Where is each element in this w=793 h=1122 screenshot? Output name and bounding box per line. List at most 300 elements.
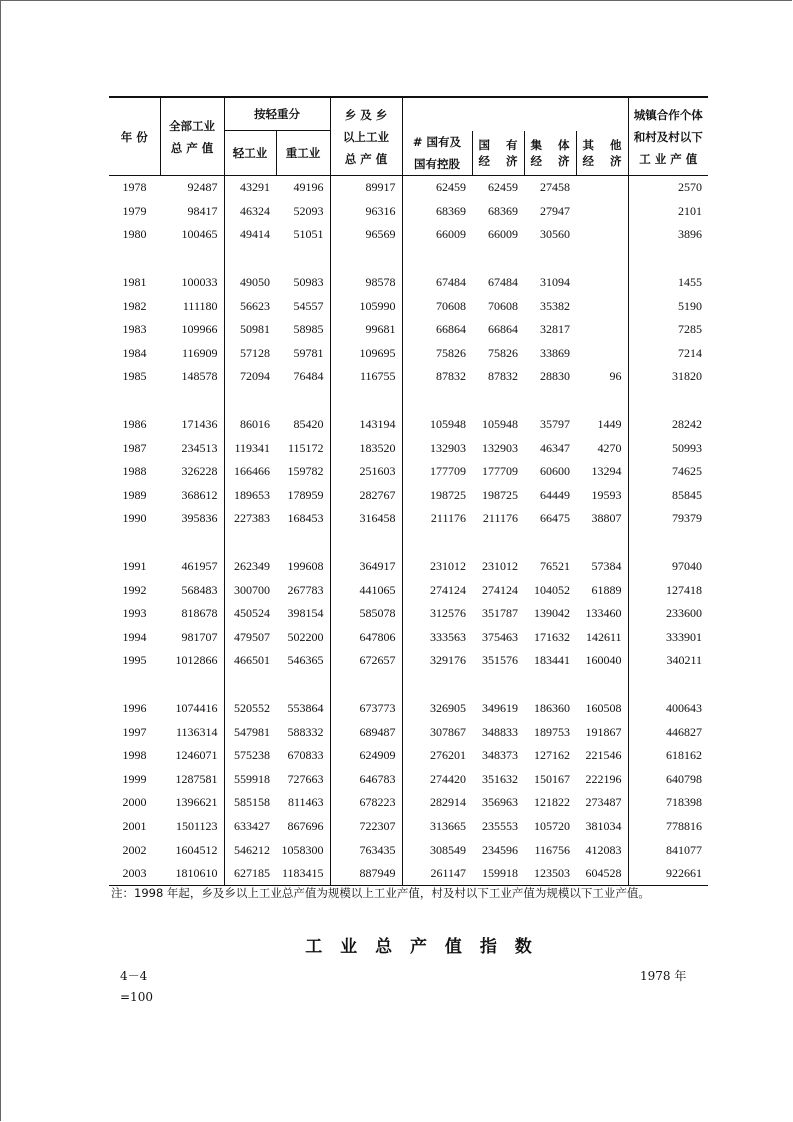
table-row bbox=[109, 555, 708, 579]
state-owned-cell: 75826 bbox=[488, 345, 518, 360]
above-cell: 96316 bbox=[330, 200, 402, 224]
other-cell: 96 bbox=[576, 365, 628, 389]
table-row bbox=[109, 318, 708, 342]
header-below-village bbox=[628, 97, 708, 176]
collective-cell: 31094 bbox=[540, 275, 570, 290]
total-cell: 109966 bbox=[160, 318, 224, 342]
light-cell: 633427 bbox=[234, 818, 270, 833]
table-row bbox=[109, 578, 708, 602]
light-cell: 43291 bbox=[240, 180, 270, 195]
other-cell: 221546 bbox=[576, 744, 628, 768]
total-cell: 1246071 bbox=[160, 744, 224, 768]
table-header bbox=[109, 97, 708, 176]
above-cell: 678223 bbox=[330, 791, 402, 815]
heavy-cell: 867696 bbox=[276, 815, 330, 839]
year-cell: 1985 bbox=[122, 369, 147, 384]
header-other-1b: 他 bbox=[610, 137, 622, 152]
table-row bbox=[109, 697, 708, 721]
state-holding-cell: 333563 bbox=[430, 629, 466, 644]
heavy-cell: 51051 bbox=[276, 223, 330, 247]
header-soe-2a: 经 bbox=[478, 153, 490, 168]
table-row bbox=[109, 815, 708, 839]
above-cell: 143194 bbox=[330, 413, 402, 437]
state-holding-cell: 68369 bbox=[436, 203, 466, 218]
year-cell: 1989 bbox=[122, 487, 147, 502]
light-cell: 49050 bbox=[240, 275, 270, 290]
below-village-cell: 28242 bbox=[672, 417, 702, 432]
spacer-cell bbox=[402, 389, 472, 413]
header-above-line2: 以上工业 bbox=[343, 129, 389, 144]
other-cell bbox=[576, 271, 628, 295]
header-below-line3: 工 业 产 值 bbox=[639, 151, 698, 166]
heavy-cell: 811463 bbox=[276, 791, 330, 815]
spacer-cell bbox=[472, 673, 524, 697]
heavy-cell: 58985 bbox=[276, 318, 330, 342]
heavy-cell: 52093 bbox=[276, 200, 330, 224]
spacer-cell bbox=[628, 389, 708, 413]
above-cell: 364917 bbox=[330, 555, 402, 579]
state-owned-cell: 235553 bbox=[482, 818, 518, 833]
collective-cell: 35797 bbox=[540, 417, 570, 432]
collective-cell: 186360 bbox=[534, 700, 570, 715]
other-cell bbox=[576, 294, 628, 318]
state-holding-cell: 326905 bbox=[430, 700, 466, 715]
spacer-cell bbox=[160, 531, 224, 555]
header-other-2b: 济 bbox=[610, 153, 622, 168]
header-sho-line2: 国有控股 bbox=[414, 156, 460, 171]
below-village-cell: 233600 bbox=[666, 606, 702, 621]
collective-cell: 76521 bbox=[540, 559, 570, 574]
light-cell: 479507 bbox=[234, 629, 270, 644]
spacer-cell bbox=[276, 389, 330, 413]
collective-cell: 35382 bbox=[540, 298, 570, 313]
above-cell: 98578 bbox=[330, 271, 402, 295]
below-village-cell: 333901 bbox=[666, 629, 702, 644]
below-village-cell: 127418 bbox=[666, 582, 702, 597]
collective-cell: 28830 bbox=[540, 369, 570, 384]
total-cell: 1136314 bbox=[160, 720, 224, 744]
heavy-cell: 588332 bbox=[276, 720, 330, 744]
above-cell: 722307 bbox=[330, 815, 402, 839]
heavy-cell: 85420 bbox=[276, 413, 330, 437]
table-row bbox=[109, 176, 708, 200]
year-cell: 1994 bbox=[122, 629, 147, 644]
year-cell: 1996 bbox=[122, 700, 147, 715]
table-number: 4－4 bbox=[120, 969, 148, 983]
below-village-cell: 31820 bbox=[672, 369, 702, 384]
below-village-cell: 778816 bbox=[666, 818, 702, 833]
table-row bbox=[109, 626, 708, 650]
header-above-line1: 乡 及 乡 bbox=[344, 107, 388, 122]
state-holding-cell: 66009 bbox=[436, 227, 466, 242]
light-cell: 627185 bbox=[224, 862, 276, 886]
above-cell: 647806 bbox=[330, 626, 402, 650]
year-cell: 1999 bbox=[122, 771, 147, 786]
header-below-line2: 和村及村以下 bbox=[633, 129, 703, 144]
state-owned-cell: 67484 bbox=[488, 275, 518, 290]
below-village-cell: 2101 bbox=[678, 203, 702, 218]
state-holding-cell: 231012 bbox=[430, 559, 466, 574]
header-coll-2a: 经 bbox=[530, 153, 542, 168]
heavy-cell: 267783 bbox=[276, 578, 330, 602]
other-cell: 57384 bbox=[576, 555, 628, 579]
table-footnote: 注：1998 年起，乡及乡以上工业总产值为规模以上工业产值，村及村以下工业产值为规模以下工业产值。 bbox=[111, 886, 650, 900]
state-owned-cell: 274124 bbox=[482, 582, 518, 597]
other-cell: 142611 bbox=[576, 626, 628, 650]
heavy-cell: 115172 bbox=[276, 436, 330, 460]
heavy-cell: 50983 bbox=[276, 271, 330, 295]
spacer-cell bbox=[524, 531, 576, 555]
state-holding-cell: 307867 bbox=[430, 724, 466, 739]
below-village-cell: 1455 bbox=[678, 275, 702, 290]
other-cell: 1449 bbox=[576, 413, 628, 437]
total-cell: 568483 bbox=[160, 578, 224, 602]
heavy-cell: 546365 bbox=[276, 649, 330, 673]
state-owned-cell: 356963 bbox=[482, 795, 518, 810]
total-cell: 234513 bbox=[160, 436, 224, 460]
state-owned-cell: 351576 bbox=[482, 653, 518, 668]
spacer-cell bbox=[109, 673, 160, 697]
total-cell: 818678 bbox=[160, 602, 224, 626]
header-coll-1b: 体 bbox=[558, 137, 570, 152]
spacer-row bbox=[109, 389, 708, 413]
heavy-cell: 159782 bbox=[276, 460, 330, 484]
above-cell: 282767 bbox=[330, 484, 402, 508]
total-cell: 100033 bbox=[160, 271, 224, 295]
table-body bbox=[109, 176, 708, 886]
table-row bbox=[109, 413, 708, 437]
above-cell: 763435 bbox=[330, 838, 402, 862]
total-cell: 461957 bbox=[160, 555, 224, 579]
total-cell: 1287581 bbox=[160, 767, 224, 791]
year-cell: 1998 bbox=[122, 748, 147, 763]
collective-cell: 121822 bbox=[534, 795, 570, 810]
header-soe-2b: 济 bbox=[506, 153, 518, 168]
other-cell bbox=[576, 200, 628, 224]
other-cell: 412083 bbox=[576, 838, 628, 862]
total-cell: 1012866 bbox=[160, 649, 224, 673]
heavy-cell: 727663 bbox=[276, 767, 330, 791]
year-cell: 1990 bbox=[122, 511, 147, 526]
total-cell: 1604512 bbox=[160, 838, 224, 862]
year-cell: 1992 bbox=[122, 582, 147, 597]
table-row bbox=[109, 791, 708, 815]
above-cell: 624909 bbox=[330, 744, 402, 768]
spacer-cell bbox=[276, 531, 330, 555]
header-soe-1a: 国 bbox=[478, 137, 490, 152]
total-cell: 98417 bbox=[160, 200, 224, 224]
year-cell: 1995 bbox=[122, 653, 147, 668]
other-cell bbox=[576, 342, 628, 366]
collective-cell: 123503 bbox=[524, 862, 576, 886]
state-owned-cell: 351632 bbox=[482, 771, 518, 786]
table-row bbox=[109, 744, 708, 768]
light-cell: 49414 bbox=[240, 227, 270, 242]
state-owned-cell: 234596 bbox=[482, 842, 518, 857]
total-cell: 395836 bbox=[160, 507, 224, 531]
total-cell: 1074416 bbox=[160, 697, 224, 721]
table-row bbox=[109, 223, 708, 247]
below-village-cell: 85845 bbox=[672, 487, 702, 502]
above-cell: 99681 bbox=[330, 318, 402, 342]
spacer-row bbox=[109, 531, 708, 555]
collective-cell: 32817 bbox=[540, 322, 570, 337]
heavy-cell: 59781 bbox=[276, 342, 330, 366]
year-cell: 2000 bbox=[122, 795, 147, 810]
spacer-cell bbox=[330, 673, 402, 697]
collective-cell: 64449 bbox=[540, 487, 570, 502]
light-cell: 227383 bbox=[234, 511, 270, 526]
spacer-cell bbox=[472, 531, 524, 555]
state-owned-cell: 349619 bbox=[482, 700, 518, 715]
other-cell: 4270 bbox=[576, 436, 628, 460]
total-cell: 326228 bbox=[160, 460, 224, 484]
table-row bbox=[109, 200, 708, 224]
below-village-cell: 446827 bbox=[666, 724, 702, 739]
next-table-title: 工 业 总 产 值 指 数 bbox=[305, 937, 538, 957]
state-owned-cell: 68369 bbox=[488, 203, 518, 218]
below-village-cell: 7214 bbox=[678, 345, 702, 360]
above-cell: 646783 bbox=[330, 767, 402, 791]
base-value: =100 bbox=[120, 990, 153, 1004]
total-cell: 148578 bbox=[160, 365, 224, 389]
header-coll-1a: 集 bbox=[530, 137, 542, 152]
below-village-cell: 3896 bbox=[678, 227, 702, 242]
state-owned-cell: 62459 bbox=[488, 180, 518, 195]
header-above-township bbox=[330, 97, 402, 176]
collective-cell: 66475 bbox=[540, 511, 570, 526]
year-cell: 2001 bbox=[122, 818, 147, 833]
year-cell: 1987 bbox=[122, 440, 147, 455]
above-cell: 316458 bbox=[330, 507, 402, 531]
state-owned-cell: 132903 bbox=[482, 440, 518, 455]
total-cell: 116909 bbox=[160, 342, 224, 366]
above-cell: 585078 bbox=[330, 602, 402, 626]
spacer-cell bbox=[109, 389, 160, 413]
state-holding-cell: 261147 bbox=[402, 862, 472, 886]
state-holding-cell: 177709 bbox=[430, 464, 466, 479]
above-cell: 96569 bbox=[330, 223, 402, 247]
state-holding-cell: 329176 bbox=[430, 653, 466, 668]
spacer-cell bbox=[524, 389, 576, 413]
state-owned-cell: 211176 bbox=[482, 511, 518, 526]
header-total-line1: 全部工业 bbox=[169, 118, 215, 133]
total-cell: 111180 bbox=[160, 294, 224, 318]
state-owned-cell: 198725 bbox=[482, 487, 518, 502]
year-cell: 1980 bbox=[122, 227, 147, 242]
above-cell: 89917 bbox=[330, 176, 402, 200]
heavy-cell: 1058300 bbox=[276, 838, 330, 862]
spacer-cell bbox=[576, 247, 628, 271]
year-cell: 1986 bbox=[122, 417, 147, 432]
below-village-cell: 922661 bbox=[628, 862, 708, 886]
collective-cell: 105720 bbox=[534, 818, 570, 833]
table-row bbox=[109, 720, 708, 744]
above-cell: 689487 bbox=[330, 720, 402, 744]
year-cell: 1984 bbox=[122, 345, 147, 360]
other-cell: 38807 bbox=[576, 507, 628, 531]
other-cell: 19593 bbox=[576, 484, 628, 508]
header-total-output bbox=[160, 97, 224, 176]
light-cell: 72094 bbox=[240, 369, 270, 384]
above-cell: 251603 bbox=[330, 460, 402, 484]
spacer-cell bbox=[330, 531, 402, 555]
state-holding-cell: 274124 bbox=[430, 582, 466, 597]
table-row bbox=[109, 365, 708, 389]
table-row bbox=[109, 838, 708, 862]
table-row bbox=[109, 436, 708, 460]
total-cell: 100465 bbox=[160, 223, 224, 247]
header-total-line2: 总 产 值 bbox=[170, 140, 214, 155]
header-above-line3: 总 产 值 bbox=[344, 151, 388, 166]
table-row bbox=[109, 507, 708, 531]
spacer-cell bbox=[524, 673, 576, 697]
table-row bbox=[109, 862, 708, 886]
collective-cell: 116756 bbox=[534, 842, 570, 857]
collective-cell: 104052 bbox=[534, 582, 570, 597]
header-other-2a: 经 bbox=[582, 153, 594, 168]
state-owned-cell: 348373 bbox=[482, 748, 518, 763]
other-cell: 191867 bbox=[576, 720, 628, 744]
year-cell: 1982 bbox=[122, 298, 147, 313]
other-cell: 13294 bbox=[576, 460, 628, 484]
below-village-cell: 7285 bbox=[678, 322, 702, 337]
state-owned-cell: 70608 bbox=[488, 298, 518, 313]
table-row bbox=[109, 602, 708, 626]
table-row bbox=[109, 767, 708, 791]
other-cell: 273487 bbox=[576, 791, 628, 815]
below-village-cell: 79379 bbox=[672, 511, 702, 526]
state-owned-cell: 348833 bbox=[482, 724, 518, 739]
below-village-cell: 97040 bbox=[672, 559, 702, 574]
spacer-cell bbox=[576, 389, 628, 413]
industrial-output-table bbox=[109, 96, 708, 886]
light-cell: 119341 bbox=[234, 440, 270, 455]
header-other bbox=[576, 131, 628, 176]
spacer-row bbox=[109, 247, 708, 271]
other-cell: 160508 bbox=[576, 697, 628, 721]
state-holding-cell: 132903 bbox=[430, 440, 466, 455]
below-village-cell: 841077 bbox=[666, 842, 702, 857]
header-collective bbox=[524, 131, 576, 176]
above-cell: 183520 bbox=[330, 436, 402, 460]
collective-cell: 27947 bbox=[540, 203, 570, 218]
below-village-cell: 640798 bbox=[666, 771, 702, 786]
above-cell: 673773 bbox=[330, 697, 402, 721]
above-cell: 116755 bbox=[330, 365, 402, 389]
spacer-cell bbox=[109, 531, 160, 555]
light-cell: 450524 bbox=[234, 606, 270, 621]
spacer-cell bbox=[224, 247, 276, 271]
year-cell: 1978 bbox=[122, 180, 147, 195]
heavy-cell: 502200 bbox=[276, 626, 330, 650]
other-cell bbox=[576, 223, 628, 247]
heavy-cell: 76484 bbox=[276, 365, 330, 389]
header-heavy-industry: 重工业 bbox=[276, 131, 330, 176]
state-owned-cell: 231012 bbox=[482, 559, 518, 574]
above-cell: 105990 bbox=[330, 294, 402, 318]
heavy-cell: 178959 bbox=[276, 484, 330, 508]
total-cell: 1810610 bbox=[160, 862, 224, 886]
spacer-cell bbox=[276, 673, 330, 697]
light-cell: 575238 bbox=[234, 748, 270, 763]
light-cell: 300700 bbox=[234, 582, 270, 597]
heavy-cell: 49196 bbox=[276, 176, 330, 200]
other-cell bbox=[576, 176, 628, 200]
state-holding-cell: 211176 bbox=[430, 511, 466, 526]
other-cell: 222196 bbox=[576, 767, 628, 791]
year-cell: 1981 bbox=[122, 275, 147, 290]
collective-cell: 171632 bbox=[534, 629, 570, 644]
above-cell: 109695 bbox=[330, 342, 402, 366]
total-cell: 1396621 bbox=[160, 791, 224, 815]
state-holding-cell: 308549 bbox=[430, 842, 466, 857]
light-cell: 520552 bbox=[234, 700, 270, 715]
collective-cell: 127162 bbox=[534, 748, 570, 763]
base-year: 1978 年 bbox=[640, 969, 687, 983]
table-row bbox=[109, 484, 708, 508]
header-ownership-group bbox=[402, 97, 628, 131]
state-holding-cell: 105948 bbox=[430, 417, 466, 432]
year-cell: 2003 bbox=[109, 862, 160, 886]
state-owned-cell: 105948 bbox=[482, 417, 518, 432]
heavy-cell: 199608 bbox=[276, 555, 330, 579]
collective-cell: 183441 bbox=[534, 653, 570, 668]
state-holding-cell: 66864 bbox=[436, 322, 466, 337]
header-year: 年 份 bbox=[109, 97, 160, 176]
below-village-cell: 5190 bbox=[678, 298, 702, 313]
light-cell: 585158 bbox=[234, 795, 270, 810]
header-sho-line1: # 国有及 bbox=[412, 134, 462, 149]
year-cell: 1993 bbox=[122, 606, 147, 621]
state-holding-cell: 62459 bbox=[436, 180, 466, 195]
light-cell: 56623 bbox=[240, 298, 270, 313]
state-owned-cell: 87832 bbox=[488, 369, 518, 384]
collective-cell: 139042 bbox=[534, 606, 570, 621]
header-coll-2b: 济 bbox=[558, 153, 570, 168]
spacer-cell bbox=[524, 247, 576, 271]
state-owned-cell: 159918 bbox=[472, 862, 524, 886]
heavy-cell: 670833 bbox=[276, 744, 330, 768]
state-holding-cell: 87832 bbox=[436, 369, 466, 384]
collective-cell: 27458 bbox=[540, 180, 570, 195]
light-cell: 166466 bbox=[234, 464, 270, 479]
spacer-cell bbox=[330, 247, 402, 271]
state-holding-cell: 312576 bbox=[430, 606, 466, 621]
light-cell: 57128 bbox=[240, 345, 270, 360]
collective-cell: 46347 bbox=[540, 440, 570, 455]
spacer-cell bbox=[402, 247, 472, 271]
spacer-cell bbox=[576, 673, 628, 697]
other-cell: 160040 bbox=[576, 649, 628, 673]
spacer-row bbox=[109, 673, 708, 697]
collective-cell: 30560 bbox=[540, 227, 570, 242]
heavy-cell: 1183415 bbox=[276, 862, 330, 886]
state-owned-cell: 375463 bbox=[482, 629, 518, 644]
heavy-cell: 54557 bbox=[276, 294, 330, 318]
heavy-cell: 168453 bbox=[276, 507, 330, 531]
spacer-cell bbox=[224, 531, 276, 555]
light-cell: 46324 bbox=[240, 203, 270, 218]
total-cell: 981707 bbox=[160, 626, 224, 650]
table-row bbox=[109, 342, 708, 366]
state-holding-cell: 198725 bbox=[430, 487, 466, 502]
light-cell: 466501 bbox=[234, 653, 270, 668]
below-village-cell: 50993 bbox=[672, 440, 702, 455]
spacer-cell bbox=[628, 673, 708, 697]
state-holding-cell: 70608 bbox=[436, 298, 466, 313]
light-cell: 559918 bbox=[234, 771, 270, 786]
